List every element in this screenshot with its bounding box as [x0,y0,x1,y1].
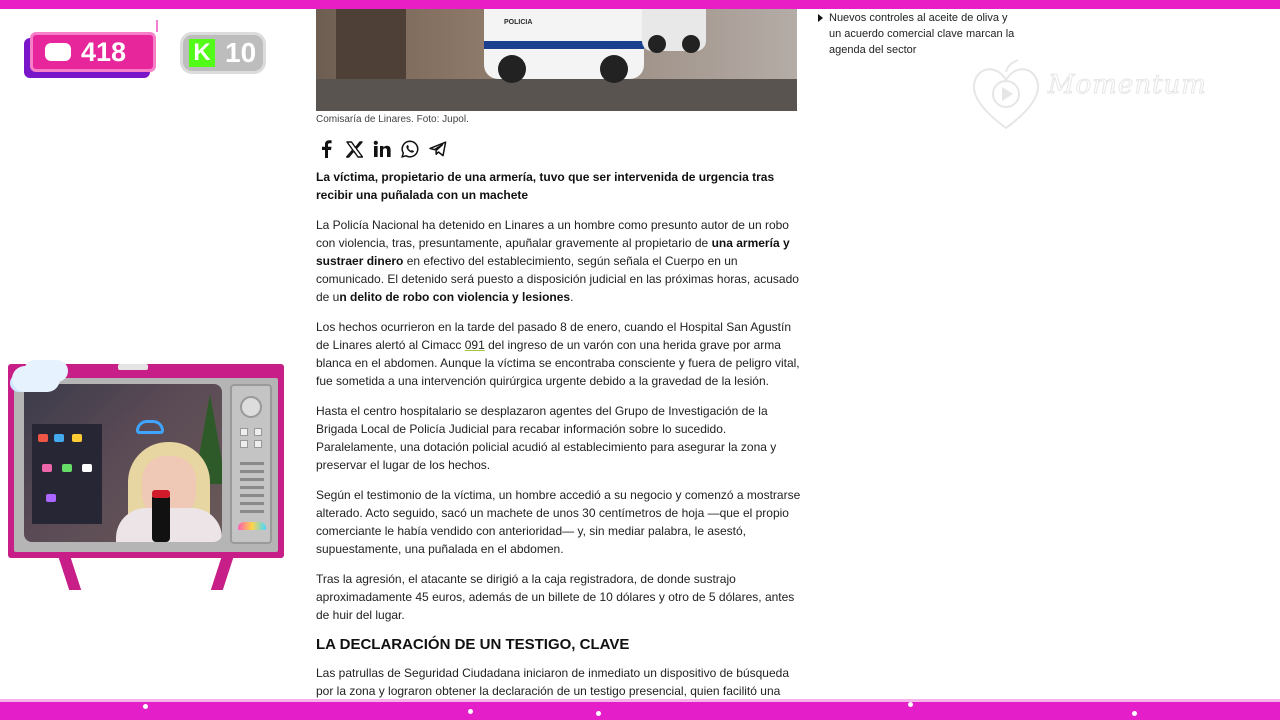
webcam-feed [24,384,222,542]
police-car [642,9,706,51]
chat-counter [24,32,156,78]
police-car-text: POLICIA [504,19,533,26]
whatsapp-icon[interactable] [400,138,420,160]
article-paragraph: Tras la agresión, el atacante se dirigió a la caja registradora, de donde sustrajo aproximadamente 45 euros, además de un billete de 10 dólares y otro de 5 dólares, antes de huir del lugar. [316,572,795,622]
tv-control-panel [230,384,272,544]
heart-play-icon [966,56,1046,134]
telegram-icon[interactable] [428,138,448,160]
watermark-text: Momentum [1048,70,1207,100]
article-paragraph: Las patrullas de Seguridad Ciudadana iniciaron de inmediato un dispositivo de búsqueda por la zona y lograron obtener la declaración de un testigo presencial, quien facilitó una [316,666,789,698]
tv-label [118,364,148,370]
sparkle [1132,711,1137,716]
share-bar [316,138,448,160]
article-paragraph: Hasta el centro hospitalario se desplazaron agentes del Grupo de Investigación de la Brigada Local de Policía Judicial para recabar información sobre lo sucedido. Paralelamente, una dotación policial acudió al establecimiento para asegurar la zona y preservar el lugar de los hechos. [316,404,777,472]
sparkle [143,704,148,709]
tv-leg-right [211,558,233,590]
webcam-tv-frame [8,364,284,558]
tv-dial-icon [240,396,262,418]
chat-bubble-icon [45,43,71,61]
article-paragraph: Los hechos ocurrieron en la tarde del pasado 8 de enero, cuando el Hospital San Agustín de Linares alertó al Cimacc 091 del ingreso de un varón con una herida grave por arma blanca en el abdomen. Aunque la víctima se encontraba consciente y fuera de peligro vital, fue sometida a una intervención quirúrgica urgente debido a la gravedad de la lesión. [316,320,800,388]
chat-count: 418 [81,36,127,67]
article-lead: La víctima, propietario de una armería, tuvo que ser intervenida de urgencia tras recibir una puñalada con un machete [316,170,775,202]
kick-count: 10 [225,37,257,68]
police-car [484,9,644,79]
article-paragraph: Según el testimonio de la víctima, un hombre accedió a su negocio y comenzó a mostrarse alterado. Acto seguido, sacó un machete de unos 30 centímetros de hoja —que el propio comerciante le había vendido con anterioridad— y, sin mediar palabra, le asestó, supuestamente, una puñalada en el abdomen. [316,488,801,556]
kick-counter [180,32,266,74]
bullet-arrow-icon [818,14,823,22]
sidebar-news-item[interactable] [818,10,1018,58]
sidebar-news-link[interactable]: Nuevos controles al aceite de oliva y un acuerdo comercial clave marcan la agenda del sector [829,12,1015,56]
cloud-decoration [12,366,60,392]
channel-watermark [966,56,1216,134]
article-hero-image [316,9,797,111]
x-icon[interactable] [344,138,364,160]
tv-leg-left [59,558,81,590]
sparkle [908,702,913,707]
kick-logo-icon: K [189,39,215,67]
sidebar-news-list [818,10,1018,58]
phone-link[interactable]: 091 [464,338,485,352]
article-subheading: LA DECLARACIÓN DE UN TESTIGO, CLAVE [316,636,630,653]
article-body [316,168,802,712]
decoration-line [156,20,158,32]
facebook-icon[interactable] [316,138,336,160]
image-caption: Comisaría de Linares. Foto: Jupol. [316,114,469,125]
article-paragraph: La Policía Nacional ha detenido en Linares a un hombre como presunto autor de un robo con violencia, tras, presuntamente, apuñalar gravemente al propietario de una armería y sustraer dinero en efectivo del establecimiento, según señala el Cuerpo en un comunicado. El detenido será puesto a disposición judicial en las próximas horas, acusado de un delito de robo con violencia y lesiones. [316,218,799,304]
stream-frame-top [0,0,1280,9]
linkedin-icon[interactable] [372,138,392,160]
